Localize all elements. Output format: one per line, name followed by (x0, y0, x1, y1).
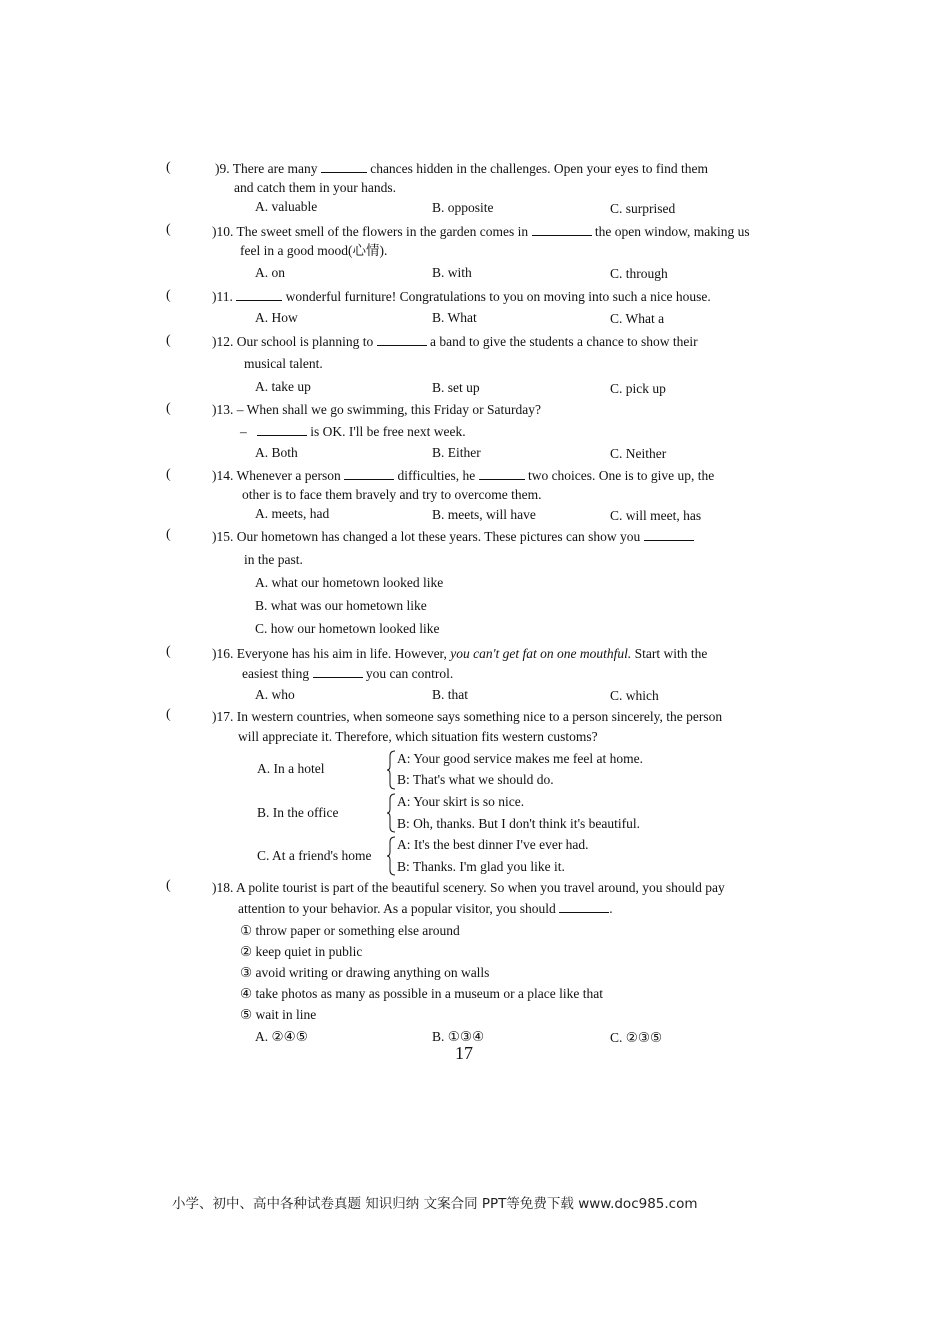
q18-item-3: ③ avoid writing or drawing anything on walls (240, 965, 490, 980)
option-a: A. what our hometown looked like (255, 575, 444, 590)
footer-text: 小学、初中、高中各种试卷真题 知识归纳 文案合同 PPT等免费下载 www.doc985.com (172, 1196, 698, 1212)
option-c: C. At a friend's home (257, 848, 372, 863)
page-number: 17 (455, 1043, 473, 1063)
option-b: B. What (432, 310, 477, 325)
dialogue-line-a: A: It's the best dinner I've ever had. (397, 837, 589, 852)
answer-blank (313, 665, 363, 678)
option-c: C. What a (610, 311, 665, 326)
answer-paren: ( (166, 222, 171, 237)
option-b: B. meets, will have (432, 507, 536, 522)
option-b: B. Either (432, 445, 481, 460)
option-a: A. on (255, 265, 285, 280)
option-c: C. which (610, 688, 659, 703)
q14-text-a: )14. Whenever a person (212, 468, 341, 483)
answer-paren: ( (166, 878, 171, 893)
q16-text-e: you can control. (365, 666, 454, 681)
q14-line-2: other is to face them bravely and try to overcome them. (242, 487, 542, 502)
question-text (212, 223, 750, 241)
q10-line-2: feel in a good mood(心情). (240, 243, 388, 258)
q9-text-a: )9. There are many (215, 161, 318, 176)
option-a: A. valuable (255, 199, 318, 214)
answer-blank (644, 528, 694, 541)
option-c: C. how our hometown looked like (255, 621, 440, 636)
option-b: B. with (432, 265, 472, 280)
q9-line-2: and catch them in your hands. (234, 180, 396, 195)
answer-paren: ( (166, 160, 171, 175)
option-b: B. that (432, 687, 468, 702)
answer-blank (236, 288, 282, 301)
option-c: C. pick up (610, 381, 666, 396)
answer-paren: ( (166, 527, 171, 542)
q9-text-b: chances hidden in the challenges. Open your eyes to find them (370, 161, 708, 176)
q16-text-c: Start with the (634, 646, 708, 661)
q13-dash: – (240, 424, 247, 439)
question-text (212, 333, 698, 351)
option-a: A. take up (255, 379, 311, 394)
answer-paren: ( (166, 288, 171, 303)
answer-paren: ( (166, 333, 171, 348)
dialogue-line-b: B: Oh, thanks. But I don't think it's beautiful. (397, 816, 640, 831)
q12-text-a: )12. Our school is planning to (212, 334, 374, 349)
option-b: B. opposite (432, 200, 494, 215)
option-c: C. ②③⑤ (610, 1030, 663, 1045)
question-text (212, 467, 714, 485)
question-text-2 (242, 665, 453, 683)
answer-paren: ( (166, 467, 171, 482)
question-text (240, 423, 466, 441)
q13-line-1: )13. – When shall we go swimming, this Friday or Saturday? (212, 402, 541, 417)
dialogue-line-a: A: Your good service makes me feel at home. (397, 751, 643, 766)
q18-line-1: )18. A polite tourist is part of the beautiful scenery. So when you travel around, you should pay (212, 880, 725, 895)
option-a: A. How (255, 310, 298, 325)
q18-item-1: ① throw paper or something else around (240, 923, 460, 938)
dialogue-line-a: A: Your skirt is so nice. (397, 794, 525, 809)
q10-text-a: )10. The sweet smell of the flowers in the garden comes in (212, 224, 529, 239)
answer-blank (559, 900, 609, 913)
q14-text-c: two choices. One is to give up, the (527, 468, 715, 483)
q18-item-4: ④ take photos as many as possible in a museum or a place like that (240, 986, 604, 1001)
option-a: A. ②④⑤ (255, 1029, 308, 1044)
dialogue-line-b: B: That's what we should do. (397, 772, 554, 787)
answer-paren: ( (166, 401, 171, 416)
q16-text-d: easiest thing (242, 666, 310, 681)
question-text (212, 645, 707, 663)
q12-text-b: a band to give the students a chance to show their (430, 334, 698, 349)
q15-line-2: in the past. (244, 552, 303, 567)
answer-paren: ( (166, 707, 171, 722)
q11-text-b: wonderful furniture! Congratulations to you on moving into such a nice house. (285, 289, 711, 304)
q17-line-2: will appreciate it. Therefore, which situation fits western customs? (238, 729, 598, 744)
option-c: C. surprised (610, 201, 676, 216)
answer-paren: ( (166, 644, 171, 659)
option-b: B. set up (432, 380, 480, 395)
q15-text-a: )15. Our hometown has changed a lot these years. These pictures can show you (212, 529, 641, 544)
answer-blank (377, 333, 427, 346)
question-text (215, 160, 708, 178)
q10-text-b: the open window, making us (594, 224, 750, 239)
option-b: B. ①③④ (432, 1029, 485, 1044)
q13-text-b: is OK. I'll be free next week. (310, 424, 466, 439)
option-a: A. Both (255, 445, 298, 460)
dialogue-line-b: B: Thanks. I'm glad you like it. (397, 859, 565, 874)
q16-text-a: )16. Everyone has his aim in life. However, (212, 646, 447, 661)
q18-text-b: . (609, 901, 613, 916)
q18-item-2: ② keep quiet in public (240, 944, 363, 959)
q18-item-5: ⑤ wait in line (240, 1007, 317, 1022)
question-text (212, 288, 711, 306)
answer-blank (257, 423, 307, 436)
q14-text-b: difficulties, he (397, 468, 476, 483)
option-b: B. In the office (257, 805, 339, 820)
q12-line-2: musical talent. (244, 356, 323, 371)
question-text (238, 900, 613, 918)
answer-blank (321, 160, 367, 173)
option-c: C. will meet, has (610, 508, 702, 523)
q18-text-a: attention to your behavior. As a popular visitor, you should (238, 901, 556, 916)
q17-line-1: )17. In western countries, when someone says something nice to a person sincerely, the person (212, 709, 723, 724)
option-a: A. In a hotel (257, 761, 325, 776)
answer-blank (532, 223, 592, 236)
answer-blank (344, 467, 394, 480)
option-c: C. Neither (610, 446, 667, 461)
q11-text-a: )11. (212, 289, 233, 304)
question-text (212, 528, 694, 546)
option-a: A. who (255, 687, 295, 702)
option-a: A. meets, had (255, 506, 330, 521)
option-b: B. what was our hometown like (255, 598, 427, 613)
option-c: C. through (610, 266, 668, 281)
q16-italic-proverb: you can't get fat on one mouthful. (450, 646, 632, 661)
answer-blank (479, 467, 525, 480)
